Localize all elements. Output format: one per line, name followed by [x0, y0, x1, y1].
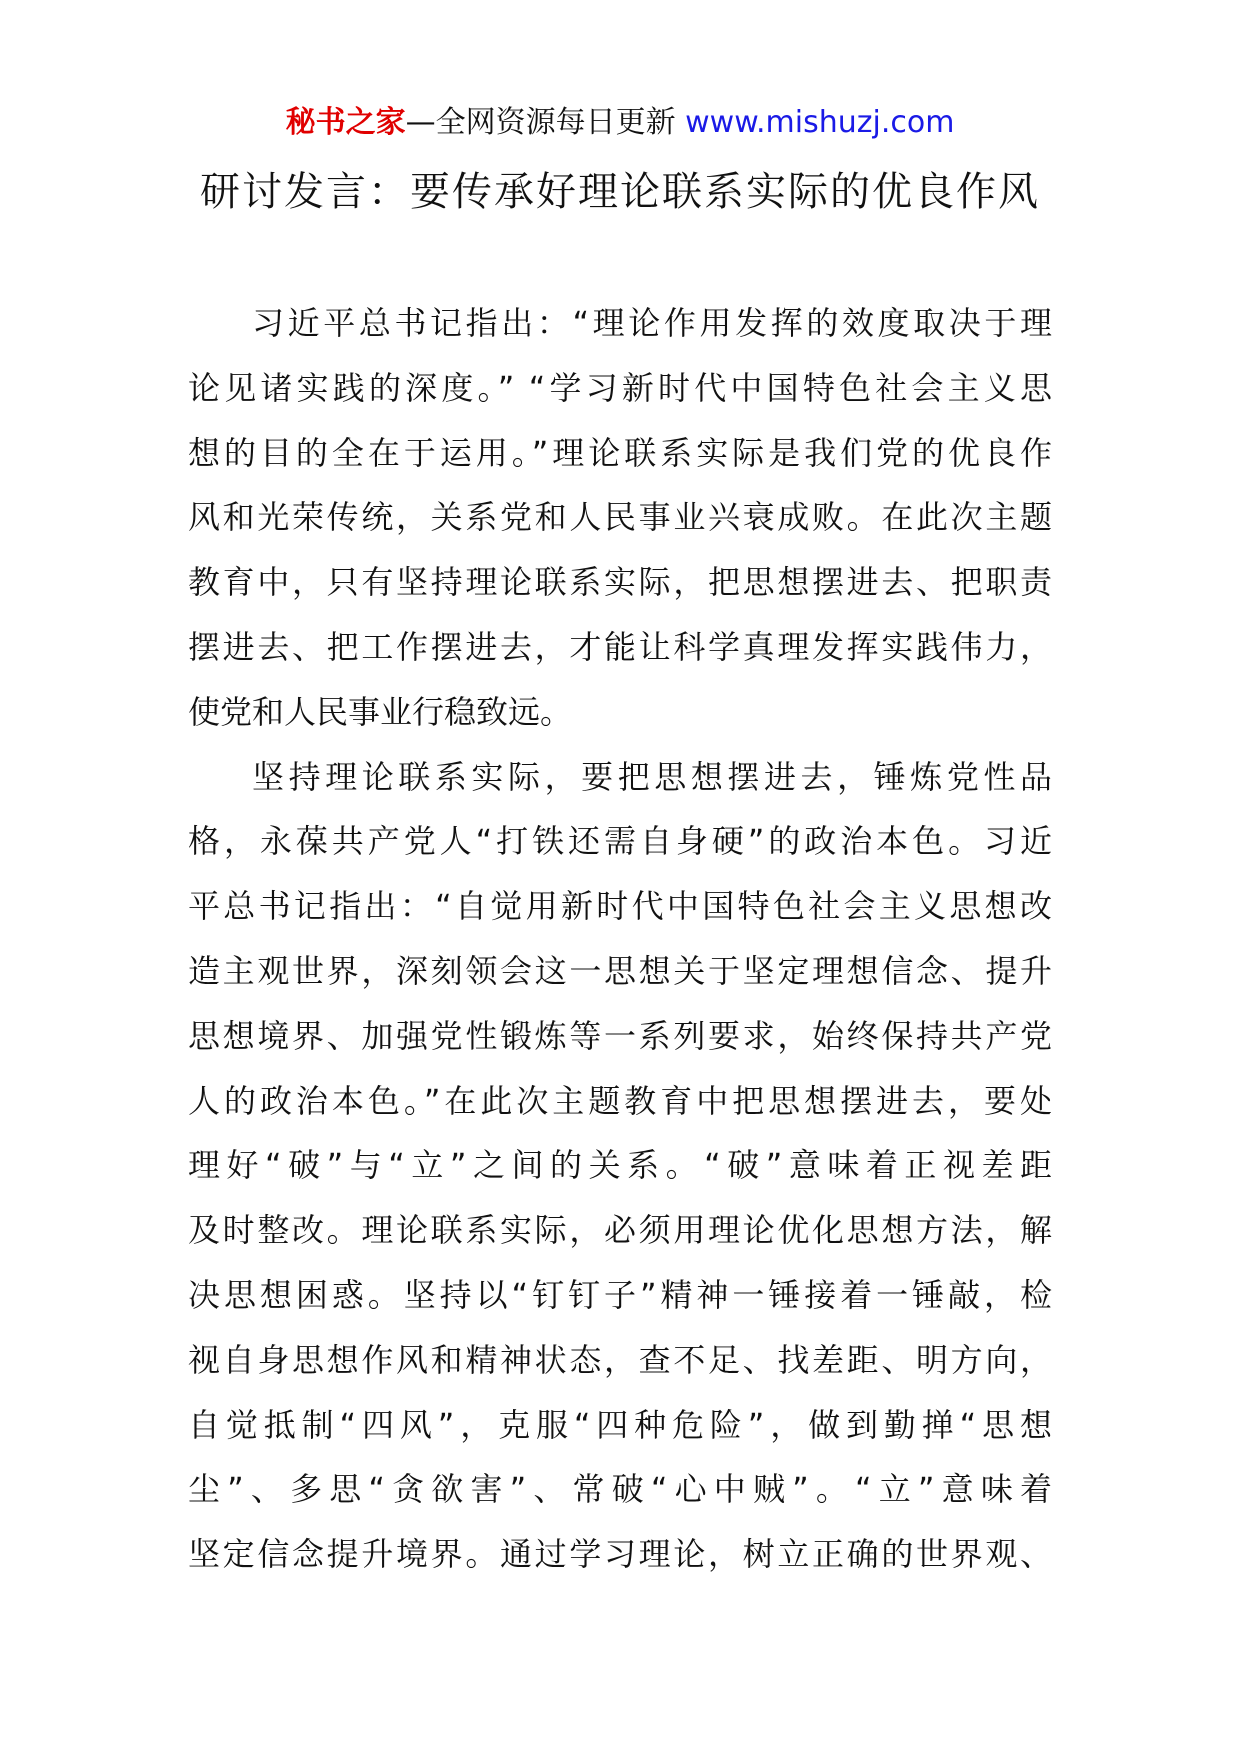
paragraph-1-line: 教育中，只有坚持理论联系实际，把思想摆进去、把职责	[188, 563, 1052, 602]
paragraph-2-line: 决思想困惑。坚持以“钉钉子”精神一锤接着一锤敲，检	[188, 1275, 1052, 1314]
document-body	[188, 291, 1052, 1587]
paragraph-2-line: 造主观世界，深刻领会这一思想关于坚定理想信念、提升	[188, 951, 1052, 990]
site-slogan: —全网资源每日更新	[405, 105, 676, 140]
paragraph-2-line: 坚定信念提升境界。通过学习理论，树立正确的世界观、	[188, 1535, 1052, 1574]
paragraph-1-line: 习近平总书记指出：“理论作用发挥的效度取决于理	[252, 304, 1052, 342]
paragraph-1-line: 摆进去、把工作摆进去，才能让科学真理发挥实践伟力，	[188, 627, 1052, 666]
site-url-link[interactable]: www.mishuzj.com	[685, 105, 955, 140]
document-title: 研讨发言：要传承好理论联系实际的优良作风	[200, 169, 1040, 215]
paragraph-2-line: 视自身思想作风和精神状态，查不足、找差距、明方向，	[188, 1340, 1052, 1379]
paragraph-2-line: 人的政治本色。”在此次主题教育中把思想摆进去，要处	[188, 1081, 1052, 1120]
paragraph-2-line: 自觉抵制“四风”，克服“四种危险”，做到勤掸“思想	[188, 1405, 1052, 1444]
site-brand: 秘书之家	[285, 105, 406, 140]
paragraph-2-line: 坚持理论联系实际，要把思想摆进去，锤炼党性品	[252, 757, 1052, 796]
paragraph-2-line: 思想境界、加强党性锻炼等一系列要求，始终保持共产党	[188, 1016, 1052, 1055]
paragraph-1-line: 风和光荣传统，关系党和人民事业兴衰成败。在此次主题	[188, 498, 1052, 537]
paragraph-2-line: 尘”、多思“贪欲害”、常破“心中贼”。“立”意味着	[188, 1470, 1052, 1509]
paragraph-1-line: 想的目的全在于运用。”理论联系实际是我们党的优良作	[188, 433, 1052, 472]
paragraph-2-line: 及时整改。理论联系实际，必须用理论优化思想方法，解	[188, 1211, 1052, 1250]
paragraph-1-line: 使党和人民事业行稳致远。	[188, 692, 573, 731]
paragraph-2-line: 理好“破”与“立”之间的关系。“破”意味着正视差距	[188, 1146, 1052, 1185]
paragraph-2-line: 平总书记指出：“自觉用新时代中国特色社会主义思想改	[188, 887, 1052, 926]
paragraph-1-line: 论见诸实践的深度。” “学习新时代中国特色社会主义思	[188, 368, 1052, 407]
site-header	[0, 100, 1240, 146]
paragraph-2-line: 格，永葆共产党人“打铁还需自身硬”的政治本色。习近	[188, 822, 1052, 861]
